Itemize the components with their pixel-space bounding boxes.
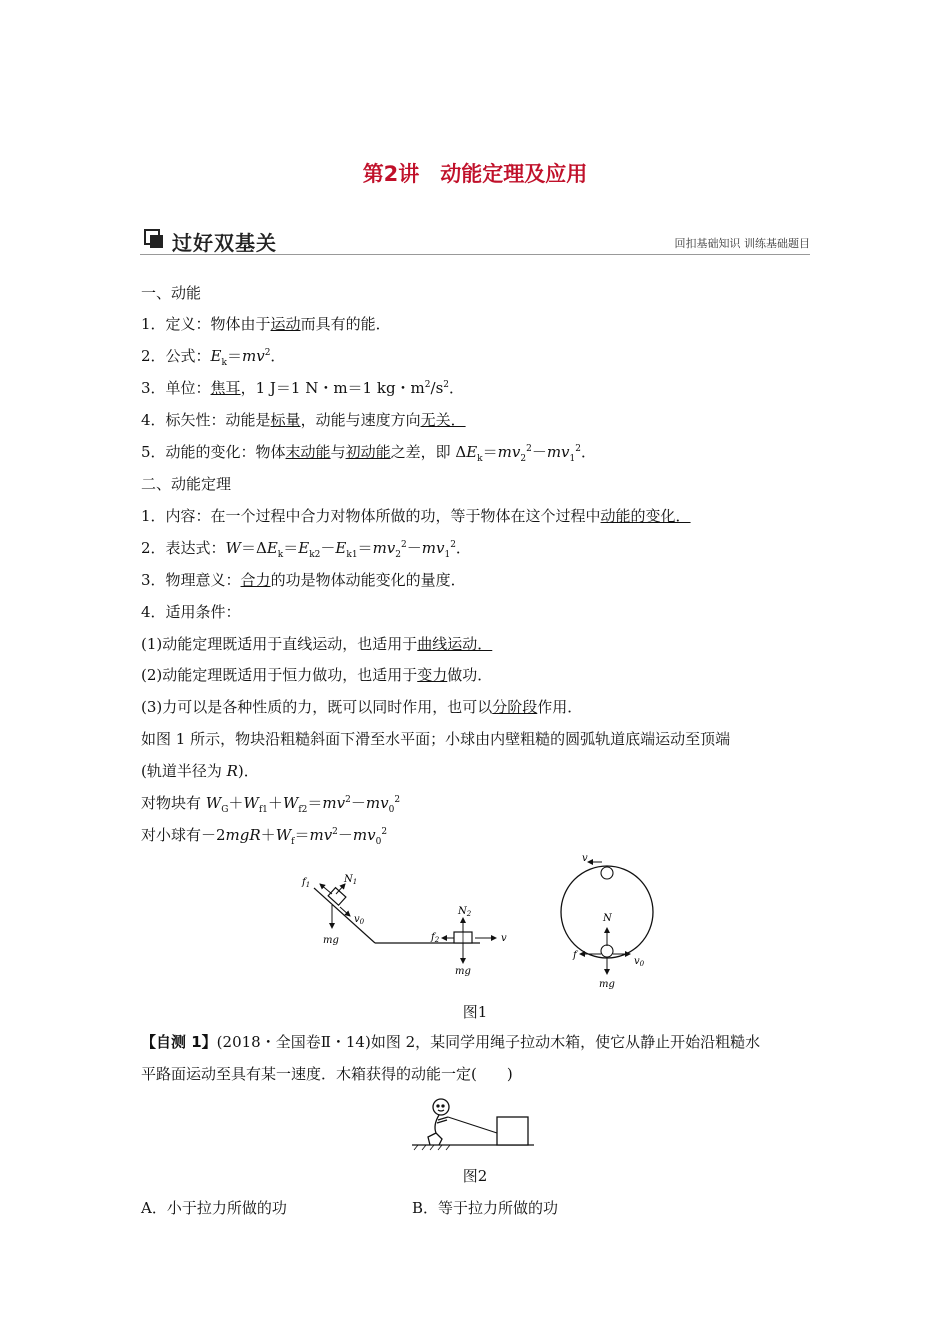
page-title: 第2讲 动能定理及应用: [362, 162, 588, 186]
label-f2: $f_2$: [431, 932, 440, 944]
change-line: 5．动能的变化：物体末动能与初动能之差，即 $\Delta E_k=mv_2^2-mv_1^2$．: [141, 443, 597, 464]
ball-top: [601, 867, 613, 879]
condition-3: (3)力可以是各种性质的力，既可以同时作用，也可以分阶段作用．: [141, 698, 583, 716]
label-v0: $v_0$: [354, 914, 365, 926]
conditions-line: 4．适用条件：: [141, 603, 241, 621]
rope-line: [448, 1117, 497, 1133]
figure-2-caption: 图2: [462, 1167, 488, 1185]
ground-hatch: [414, 1145, 450, 1150]
label-n1: $N_1$: [344, 874, 358, 886]
condition-1: (1)动能定理既适用于直线运动，也适用于曲线运动．: [141, 635, 493, 653]
label-v0-bottom: $v_0$: [634, 956, 645, 968]
ball-equation: 对小球有$-2mgR+W_f=mv^2-mv_0^2$: [141, 826, 388, 847]
question-line-1: 【自测 1】(2018・全国卷Ⅱ・14)如图 2，某同学用绳子拉动木箱，使它从静止开始沿粗糙水: [141, 1033, 761, 1051]
figure-2-diagram: [408, 1093, 538, 1153]
velocity-arrow-v0: [340, 907, 350, 916]
figure-1-caption: 图1: [462, 1003, 488, 1021]
expression-line: 2．表达式：$W=\Delta E_k=E_{k2}-E_{k1}=mv_2^2-mv_1^2$．: [141, 539, 471, 560]
option-a: A．小于拉力所做的功: [141, 1199, 287, 1217]
figure-1-diagram: [290, 850, 670, 995]
condition-2: (2)动能定理既适用于恒力做功，也适用于变力做功．: [141, 666, 493, 684]
heading-kinetic-energy: 一、动能: [141, 284, 202, 302]
label-v: v: [501, 933, 507, 944]
heading-theorem: 二、动能定理: [141, 475, 232, 493]
formula-line: 2．公式：$E_k=mv^2$．: [141, 347, 286, 368]
definition-line: 1．定义：物体由于运动而具有的能．: [141, 315, 391, 333]
label-mg2: mg: [455, 966, 471, 977]
unit-line: 3．单位：焦耳，1 J＝1 N・m＝1 kg・$m^2/s^2$．: [141, 379, 465, 397]
label-n2: $N_2$: [458, 906, 472, 918]
banner-square-icon: [144, 229, 164, 249]
option-b: B．等于拉力所做的功: [412, 1199, 559, 1217]
section-banner: [140, 226, 810, 255]
banner-title: 过好双基关: [172, 231, 277, 255]
label-v-top: v: [582, 853, 588, 864]
example-paragraph-1: 如图 1 所示，物块沿粗糙斜面下滑至水平面；小球由内壁粗糙的圆弧轨道底端运动至顶端: [141, 730, 731, 748]
student-figure: [428, 1099, 449, 1145]
label-f: f: [573, 950, 577, 961]
label-mg1: mg: [323, 935, 339, 946]
ball-bottom: [601, 945, 613, 957]
wooden-box: [497, 1117, 528, 1145]
banner-subtitle: 回扣基础知识 训练基础题目: [674, 237, 810, 250]
question-line-2: 平路面运动至具有某一速度．木箱获得的动能一定( ): [141, 1065, 513, 1083]
friction-arrow-f1: [320, 884, 332, 894]
meaning-line: 3．物理意义：合力的功是物体动能变化的量度．: [141, 571, 466, 589]
question-tag: 【自测 1】: [141, 1033, 217, 1051]
block-equation: 对物块有 $W_G+W_{f1}+W_{f2}=mv^2-mv_0^2$: [141, 794, 401, 815]
label-f1: $f_1$: [302, 877, 311, 889]
label-n: N: [603, 913, 612, 924]
content-line: 1．内容：在一个过程中合力对物体所做的功，等于物体在这个过程中动能的变化．: [141, 507, 691, 525]
label-mg3: mg: [599, 979, 615, 990]
example-paragraph-2: (轨道半径为 R)．: [141, 762, 259, 780]
scalar-line: 4．标矢性：动能是标量，动能与速度方向无关．: [141, 411, 466, 429]
